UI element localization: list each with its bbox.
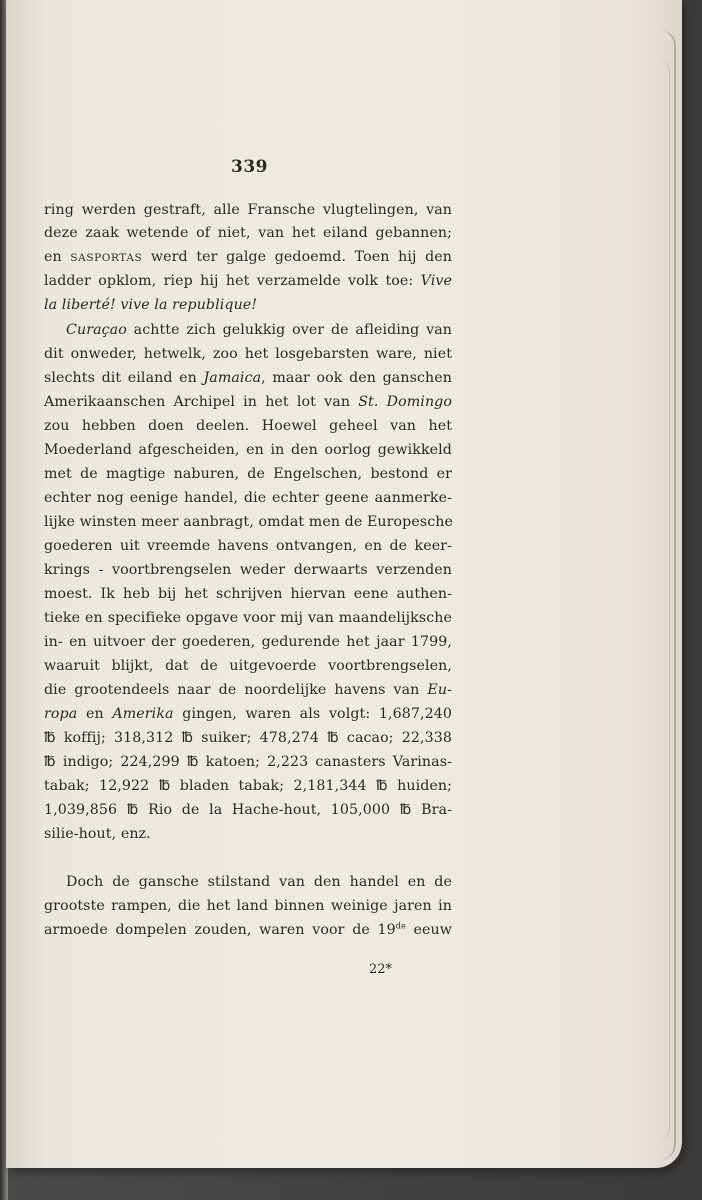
text-line: ℔ indigo; 224,299 ℔ katoen; 2,223 canasters Varinas- <box>44 754 452 770</box>
text-line: lijke winsten meer aanbragt, omdat men de Europesche <box>44 514 454 530</box>
text-line: Amerikaanschen Archipel in het lot van St. Domingo <box>44 394 452 410</box>
text-line: deze zaak wetende of niet, van het eiland gebannen; <box>44 225 452 241</box>
page-stack-edge-inner <box>659 60 670 1140</box>
text-line: grootste rampen, die het land binnen weinige jaren in <box>44 898 452 914</box>
text-line: in- en uitvoer der goederen, gedurende het jaar 1799, <box>44 634 452 650</box>
text-line: 1,039,856 ℔ Rio de la Hache-hout, 105,000 ℔ Bra- <box>44 802 452 818</box>
text-line: armoede dompelen zouden, waren voor de 19de eeuw <box>44 921 452 938</box>
text-line: dit onweder, hetwelk, zoo het losgebarsten ware, niet <box>44 346 452 362</box>
text-line: met de magtige naburen, de Engelschen, bestond er <box>44 466 452 482</box>
text-line: die grootendeels naar de noordelijke havens van Eu- <box>44 682 452 698</box>
text-line: moest. Ik heb bij het schrijven hiervan eene authen- <box>44 586 452 602</box>
text-line: ring werden gestraft, alle Fransche vlugtelingen, van <box>44 202 452 218</box>
text-line: ℔ koffij; 318,312 ℔ suiker; 478,274 ℔ cacao; 22,338 <box>44 730 452 746</box>
book-page <box>6 0 682 1168</box>
text-line: tieke en specifieke opgave voor mij van maandelijksche <box>44 610 452 626</box>
text-line: tabak; 12,922 ℔ bladen tabak; 2,181,344 ℔ huiden; <box>44 778 453 794</box>
text-line: zou hebben doen deelen. Hoewel geheel van het <box>44 418 452 434</box>
text-line: Doch de gansche stilstand van den handel en de <box>66 874 452 890</box>
text-line: Moederland afgescheiden, en in den oorlog gewikkeld <box>44 442 452 458</box>
text-line: la liberté! vive la republique! <box>44 297 258 313</box>
text-line: Curaçao achtte zich gelukkig over de afleiding van <box>66 322 452 338</box>
text-line: goederen uit vreemde havens ontvangen, en de keer- <box>44 538 452 554</box>
signature-mark: 22* <box>369 962 393 977</box>
text-line: silie-hout, enz. <box>44 826 151 842</box>
text-line: krings - voortbrengselen weder derwaarts verzenden <box>44 562 452 578</box>
text-line: slechts dit eiland en Jamaica, maar ook den ganschen <box>44 370 452 386</box>
text-line: echter nog eenige handel, die echter geene aanmerke- <box>44 490 452 506</box>
page-number: 339 <box>231 157 268 177</box>
text-line: en SASPORTAS werd ter galge gedoemd. Toen hij den <box>44 249 453 265</box>
text-line: ladder opklom, riep hij het verzamelde volk toe: Vive <box>44 273 452 289</box>
text-line: waaruit blijkt, dat de uitgevoerde voortbrengselen, <box>44 658 452 674</box>
text-line: ropa en Amerika gingen, waren als volgt: 1,687,240 <box>44 706 453 722</box>
